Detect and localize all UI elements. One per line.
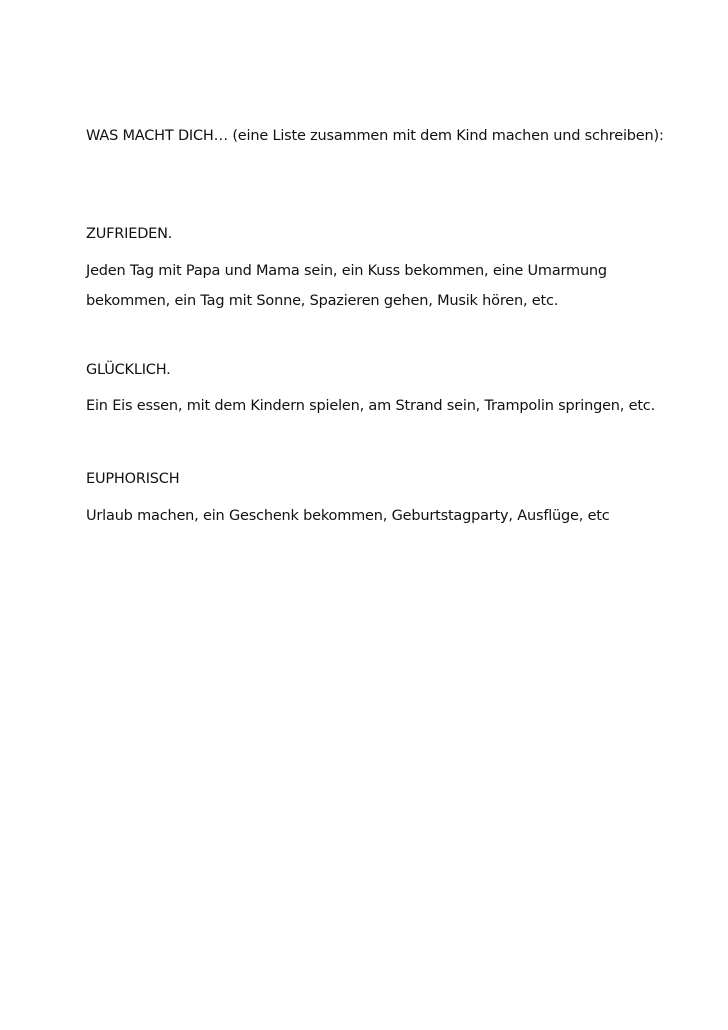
section-text-euphorisch: Urlaub machen, ein Geschenk bekommen, Geburtstagparty, Ausflüge, etc [86, 508, 610, 524]
section-text-zufrieden: Jeden Tag mit Papa und Mama sein, ein Kuss bekommen, eine Umarmung bekommen, ein Tag mit Sonne, Spazieren gehen, Musik hören, etc. [86, 263, 607, 309]
section-text-gluecklich: Ein Eis essen, mit dem Kindern spielen, am Strand sein, Trampolin springen, etc. [86, 398, 655, 414]
intro-heading: WAS MACHT DICH… (eine Liste zusammen mit dem Kind machen und schreiben): [86, 128, 664, 144]
section-title-gluecklich: GLÜCKLICH. [86, 362, 171, 378]
section-title-zufrieden: ZUFRIEDEN. [86, 226, 173, 242]
section-title-euphorisch: EUPHORISCH [86, 471, 180, 487]
